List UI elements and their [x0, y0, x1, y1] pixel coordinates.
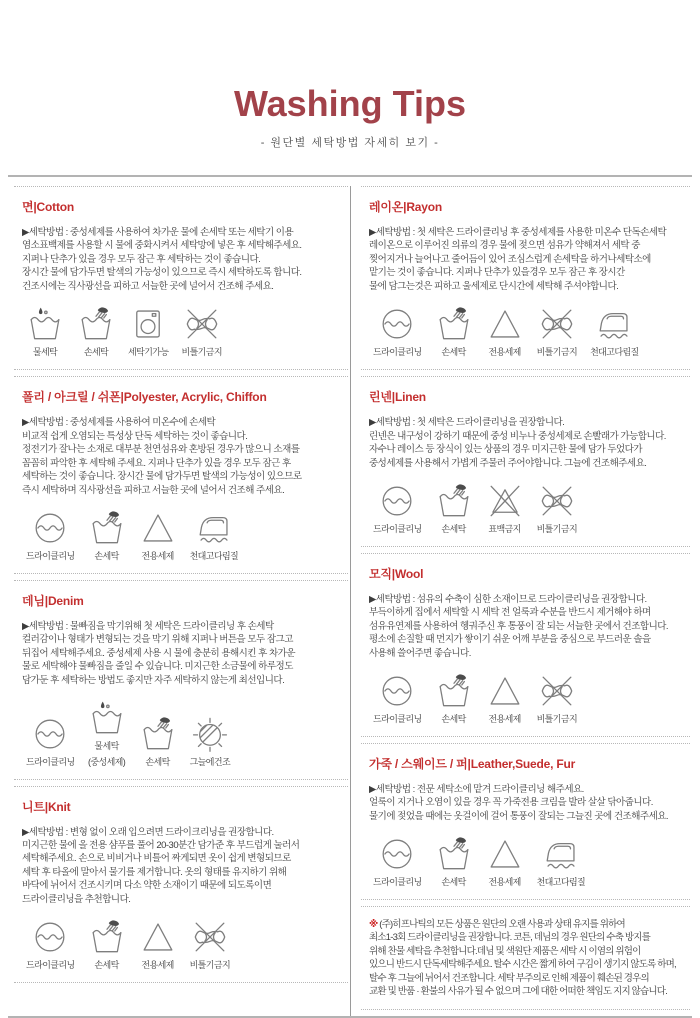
- section-linen: [361, 376, 690, 547]
- body-line: 얼룩이 지거나 오염이 있을 경우 꼭 가죽전용 크림을 발라 살살 닦아줍니다.: [369, 797, 653, 809]
- dry-clean-icon: [26, 918, 75, 956]
- section-heading: 린넨|Linen: [369, 390, 426, 405]
- icon-label: 그늘에건조: [189, 756, 231, 767]
- icon-label: 비틀기금지: [189, 960, 231, 971]
- left-column: [8, 186, 350, 1016]
- hand-wash-icon: [88, 918, 126, 956]
- body-line: 물로 세탁해야 물빠짐을 줄일 수 있습니다. 미지근한 소금물에 하루정도: [22, 661, 293, 673]
- care-icon-item: [190, 715, 230, 769]
- section-leather: [361, 743, 690, 900]
- icon-label: 비틀기금지: [536, 347, 578, 358]
- hand-wash-icon: [435, 305, 473, 343]
- body-line: 바닥에 뉘어서 건조시키며 다소 약한 소재이기 때문에 되도록이면: [22, 880, 272, 892]
- content-columns: [8, 186, 692, 1016]
- detergent-triangle-icon: [139, 509, 177, 547]
- icon-label: 천대고다림질: [590, 347, 639, 358]
- icon-label: 전용세제: [488, 347, 521, 358]
- body-line: 린넨은 내구성이 강하기 때문에 중성 비누나 중성세제로 손빨래가 가능합니다.: [369, 430, 666, 442]
- care-icon-item: [435, 482, 473, 536]
- dry-clean-icon: [373, 482, 422, 520]
- care-icon-item: [139, 918, 177, 972]
- care-icons-row: [22, 305, 346, 359]
- section-cotton: [14, 186, 348, 370]
- cloth-iron-icon: [537, 835, 586, 873]
- dry-clean-icon: [373, 672, 422, 710]
- body-line: 뒤집어 세탁해주세요. 중성세제 사용 시 물에 충분히 용해시킨 후 차가운: [22, 647, 296, 659]
- body-line: 정전기가 잘나는 소재로 대부분 천연섬유와 혼방된 경우가 많으니 소재를: [22, 444, 300, 456]
- hand-wash-icon: [435, 835, 473, 873]
- care-icon-item: [373, 482, 422, 536]
- care-icons-row: [369, 305, 688, 359]
- no-bleach-icon: [486, 482, 524, 520]
- body-line: ▶세탁방법 : 중성세제를 사용하여 미온수에 손세탁: [22, 417, 216, 429]
- no-wring-icon: [181, 305, 221, 343]
- icon-label: 천대고다림질: [189, 551, 239, 562]
- body-line: ▶세탁방법 : 전문 세탁소에 맡겨 드라이클리닝 해주세요.: [369, 783, 584, 795]
- care-icon-item: [77, 305, 115, 359]
- icon-sublabel: (중성세제): [87, 756, 126, 767]
- section-body: [22, 226, 346, 293]
- icon-label: 드라이클리닝: [373, 347, 422, 358]
- section-denim: [14, 580, 348, 780]
- care-icon-item: [88, 699, 126, 768]
- icon-label: 표백금지: [488, 524, 521, 535]
- care-icon-item: [373, 305, 422, 359]
- body-line: 담가둔 후 세탁하는 방법도 좋지만 자주 세탁하지 않는게 최선입니다.: [22, 674, 285, 686]
- section-body: [369, 593, 688, 660]
- body-line: 미지근한 물에 올 전용 샴푸를 풀어 20-30분간 담가준 후 부드럽게 눌러서: [22, 839, 300, 851]
- care-icon-item: [486, 672, 524, 726]
- care-icons-row: [22, 699, 346, 768]
- section-polyester: [14, 376, 348, 574]
- care-icon-item: [88, 509, 126, 563]
- right-column: [350, 186, 692, 1016]
- care-icons-row: [369, 835, 688, 889]
- body-line: ※ (주)히프나틱의 모든 상품은 원단의 오랜 사용과 상태 유지를 위하여: [369, 918, 625, 930]
- care-notice: [361, 906, 690, 1010]
- body-line: 장시간 물에 담가두면 탈색의 가능성이 있으므로 즉시 세탁하도록 합니다.: [22, 267, 302, 279]
- hand-wash-icon: [77, 305, 115, 343]
- body-line: 꼼꼼히 파악한 후 세탁해 주세요. 지퍼나 단추가 있을 경우 모두 잠근 후: [22, 457, 291, 469]
- care-icon-item: [139, 715, 177, 769]
- care-icon-item: [88, 918, 126, 972]
- icon-label: 손세탁: [94, 551, 119, 562]
- body-line: 섬유유연제를 사용하여 헹궈주신 후 통풍이 잘 되는 서늘한 곳에서 건조합니다.: [369, 620, 669, 632]
- body-line: 레이온으로 이루어진 의류의 경우 물에 젖으면 섬유가 약해져서 세탁 중: [369, 240, 640, 252]
- care-icon-item: [486, 482, 524, 536]
- icon-label: 손세탁: [441, 877, 466, 888]
- icon-label: 손세탁: [441, 524, 466, 535]
- body-line: 건조시에는 직사광선을 피하고 서늘한 곳에 널어서 건조해 주세요.: [22, 280, 274, 292]
- body-line: 부득이하게 집에서 세탁할 시 세탁 전 얼룩과 수분을 반드시 제거해야 하며: [369, 607, 651, 619]
- care-icon-item: [190, 509, 239, 563]
- detergent-triangle-icon: [486, 672, 524, 710]
- section-wool: [361, 553, 690, 737]
- icon-label: 드라이클리닝: [26, 756, 75, 767]
- body-line: 맡기는 것이 좋습니다. 지퍼나 단추가 있을경우 모두 잠근 후 장시간: [369, 267, 625, 279]
- icon-label: 전용세제: [141, 960, 174, 971]
- care-icon-item: [435, 305, 473, 359]
- care-icon-item: [139, 509, 177, 563]
- icon-label: 비틀기금지: [536, 524, 578, 535]
- icon-label: 전용세제: [488, 877, 521, 888]
- water-wash-icon: [88, 699, 126, 737]
- body-line: 비교적 쉽게 오염되는 특성상 단독 세탁하는 것이 좋습니다.: [22, 430, 248, 442]
- body-line: 찢어지거나 늘어나고 줄어듬이 있어 조심스럽게 손세탁을 하거나세탁소에: [369, 253, 651, 265]
- body-line: 자수나 레이스 등 장식이 있는 상품의 경우 미지근한 물에 담가 두었다가: [369, 444, 643, 456]
- care-icon-item: [26, 918, 75, 972]
- icon-label: 세탁기가능: [128, 347, 169, 358]
- care-icon-item: [590, 305, 639, 359]
- shade-dry-icon: [190, 715, 230, 753]
- dry-clean-icon: [26, 715, 75, 753]
- icon-label: 천대고다림질: [536, 877, 586, 888]
- care-icon-item: [26, 305, 64, 359]
- detergent-triangle-icon: [139, 918, 177, 956]
- icon-label: 전용세제: [488, 714, 521, 725]
- section-heading: 면|Cotton: [22, 200, 74, 214]
- icon-label: 손세탁: [441, 714, 466, 725]
- page-header: [0, 0, 700, 150]
- body-line: 탈수 후 그늘에 뉘어서 건조합니다. 세탁 부주의로 인해 제품이 훼손된 경우의: [369, 972, 649, 984]
- icon-label: 손세탁: [94, 960, 119, 971]
- no-wring-icon: [537, 305, 577, 343]
- body-line: 있으니 반드시 단독세탁해주세요. 탈수 시간은 짧게 하여 구김이 생기지 않도록 하며,: [369, 959, 676, 971]
- body-line: 물기에 젖었을 때에는 옷걸이에 걸어 통풍이 잘되는 그늘진 곳에 건조해주세요.: [369, 810, 669, 822]
- body-line: 지퍼나 단추가 있을 경우 모두 잠근 후 세탁하는 것이 좋습니다.: [22, 253, 261, 265]
- notice-marker: ※: [369, 918, 380, 930]
- body-line: ▶세탁방법 : 첫 세탁은 드라이클리닝 후 중성세제를 사용한 미온수 단독손세탁: [369, 227, 667, 238]
- page-subtitle: - 원단별 세탁방법 자세히 보기 -: [260, 137, 440, 149]
- section-body: [369, 416, 688, 470]
- icon-label: 손세탁: [145, 756, 170, 767]
- no-wring-icon: [190, 918, 230, 956]
- body-line: 최소1-3회 드라이클리닝을 권장합니다. 코튼, 데님의 경우 원단의 수축 방지를: [369, 932, 651, 944]
- care-icon-item: [373, 835, 422, 889]
- body-line: 세탁해주세요. 손으로 비비거나 비틀어 짜게되면 옷이 쉽게 변형되므로: [22, 853, 291, 865]
- icon-label: 손세탁: [83, 347, 109, 358]
- section-body: [22, 416, 346, 497]
- icon-label: 비틀기금지: [181, 347, 222, 358]
- water-wash-icon: [26, 305, 64, 343]
- section-heading: 모직|Wool: [369, 566, 424, 581]
- page-title: Washing Tips: [233, 83, 466, 124]
- care-icon-item: [537, 672, 577, 726]
- body-line: 드라이클리닝을 추천합니다.: [22, 893, 131, 905]
- section-knit: [14, 786, 348, 984]
- section-body: [22, 620, 346, 687]
- no-wring-icon: [537, 482, 577, 520]
- care-icons-row: [369, 482, 688, 536]
- body-line: 위해 찬물 세탁을 추천합니다.데님 및 색원단 제품은 세탁 시 이염의 위험이: [369, 945, 641, 957]
- care-icon-item: [435, 672, 473, 726]
- cloth-iron-icon: [590, 305, 639, 343]
- body-line: 중성세제를 사용해서 가볍게 주물러 주어야합니다. 그늘에 건조해주세요.: [369, 457, 647, 469]
- icon-label: 물세탁: [32, 347, 58, 358]
- section-body: [22, 826, 346, 907]
- top-divider: [8, 175, 692, 177]
- body-line: 염소표백제를 사용할 시 물에 중화시켜서 세탁망에 넣은 후 세탁해주세요.: [22, 240, 302, 252]
- care-icon-item: [190, 918, 230, 972]
- section-rayon: [361, 186, 690, 370]
- icon-label: 전용세제: [141, 551, 174, 562]
- body-line: 평소에 손질할 때 먼지가 쌓이기 쉬운 어깨 부분을 중심으로 부드러운 솔을: [369, 634, 651, 646]
- body-line: ▶세탁방법 : 섬유의 수축이 심한 소재이므로 드라이클리닝을 권장합니다.: [369, 593, 647, 605]
- icon-label: 드라이클리닝: [26, 960, 75, 971]
- body-line: ▶세탁방법 : 변형 없이 오래 입으려면 드라이크리닝을 권장합니다.: [22, 826, 274, 838]
- hand-wash-icon: [435, 672, 473, 710]
- dry-clean-icon: [373, 305, 422, 343]
- body-line: 사용해 쓸어주면 좋습니다.: [369, 647, 471, 659]
- care-icon-item: [486, 835, 524, 889]
- no-wring-icon: [537, 672, 577, 710]
- icon-label: 손세탁: [441, 347, 466, 358]
- body-line: 세탁 후 타올에 말아서 물기를 제거합니다. 옷의 형태를 유지하기 위해: [22, 866, 287, 878]
- section-heading: 데님|Denim: [22, 593, 84, 608]
- icon-label: 드라이클리닝: [26, 551, 75, 562]
- cloth-iron-icon: [190, 509, 239, 547]
- body-line: 교환 및 반품 · 환불의 사유가 될 수 없으며 그에 대한 어떠한 책임도 지지 않습니다.: [369, 986, 668, 998]
- hand-wash-icon: [139, 715, 177, 753]
- dry-clean-icon: [26, 509, 75, 547]
- care-icon-item: [537, 482, 577, 536]
- care-icon-item: [373, 672, 422, 726]
- body-line: 세탁하는 것이 좋습니다. 장시간 물에 담가두면 탈색의 가능성이 있으므로: [22, 471, 302, 483]
- icon-label: 드라이클리닝: [373, 877, 422, 888]
- detergent-triangle-icon: [486, 835, 524, 873]
- hand-wash-icon: [435, 482, 473, 520]
- icon-label: 드라이클리닝: [373, 524, 422, 535]
- detergent-triangle-icon: [486, 305, 524, 343]
- section-heading: 가죽 / 스웨이드 / 퍼|Leather,Suede, Fur: [369, 756, 576, 771]
- icon-label: 물세탁: [94, 741, 119, 752]
- care-icon-item: [486, 305, 524, 359]
- hand-wash-icon: [88, 509, 126, 547]
- care-icon-item: [537, 305, 577, 359]
- care-icon-item: [26, 509, 75, 563]
- section-body: [369, 783, 688, 823]
- body-line: ▶세탁방법 : 물빠짐을 막기위해 첫 세탁은 드라이클리닝 후 손세탁: [22, 620, 274, 632]
- care-icon-item: [26, 715, 75, 769]
- body-line: 즉시 세탁하며 직사광선을 피하고 서늘한 곳에 널어서 건조해 주세요.: [22, 484, 285, 496]
- care-icon-item: [435, 835, 473, 889]
- dry-clean-icon: [373, 835, 422, 873]
- section-body: [369, 226, 688, 293]
- machine-wash-icon: [128, 305, 168, 343]
- body-line: 물에 담그는것은 피하고 울세제로 단시간에 세탁해 주셔야합니다.: [369, 280, 619, 292]
- care-icons-row: [22, 509, 346, 563]
- care-icon-item: [181, 305, 221, 359]
- care-icons-row: [22, 918, 346, 972]
- care-icon-item: [537, 835, 586, 889]
- care-icons-row: [369, 672, 688, 726]
- icon-label: 드라이클리닝: [373, 714, 422, 725]
- body-line: ▶세탁방법 : 첫 세탁은 드라이클리닝을 권장합니다.: [369, 417, 565, 429]
- body-line: ▶세탁방법 : 중성세제를 사용하여 차가운 물에 손세탁 또는 세탁기 이용: [22, 227, 294, 238]
- section-heading: 니트|Knit: [22, 799, 71, 814]
- section-heading: 폴리 / 아크릴 / 쉬폰|Polyester, Acrylic, Chiffon: [22, 390, 267, 405]
- section-heading: 레이온|Rayon: [369, 200, 443, 214]
- body-line: 컬러감이나 형태가 변형되는 것을 막기 위해 지퍼나 버튼을 모두 잠그고: [22, 634, 293, 646]
- icon-label: 비틀기금지: [536, 714, 578, 725]
- care-icon-item: [128, 305, 168, 359]
